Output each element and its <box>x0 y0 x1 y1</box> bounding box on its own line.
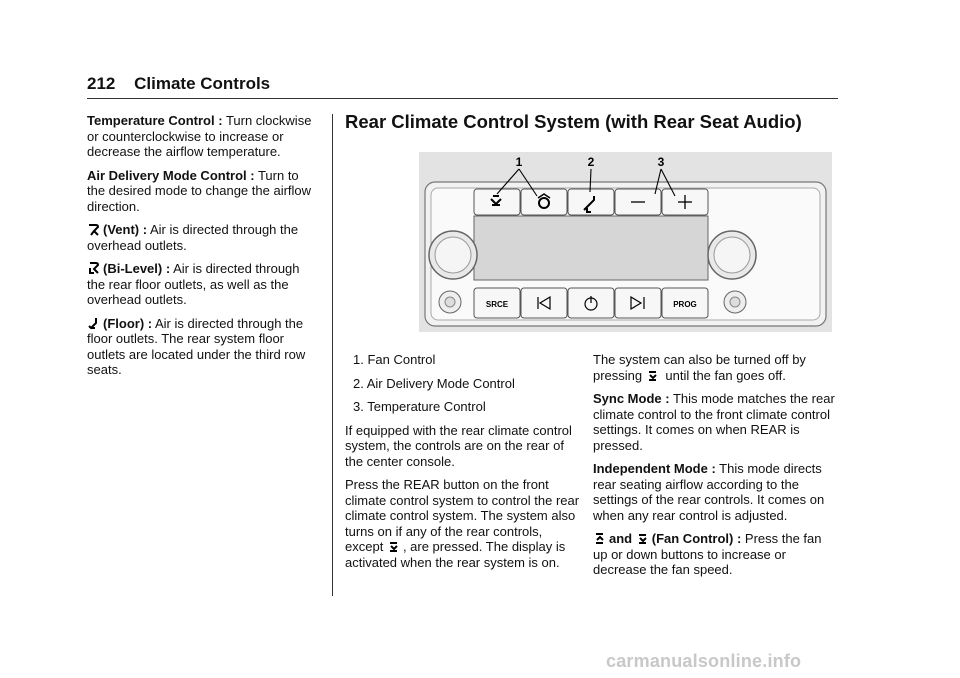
page-number: 212 <box>87 74 116 93</box>
list-item: 3. Temperature Control <box>353 399 486 414</box>
rear-button-text-b: , are pressed. The display is activated when the rear system is on. <box>345 539 566 570</box>
callout-2: 2 <box>587 155 595 169</box>
column-divider <box>332 114 333 596</box>
bilevel-text: Air is directed through the rear floor outlets, as well as the overhead outlets. <box>87 261 300 307</box>
middle-column <box>345 352 581 578</box>
fan-control-label: (Fan Control) : <box>651 531 742 546</box>
console-location-para: If equipped with the rear climate control system, the controls are on the rear of the center console. <box>345 422 572 469</box>
bilevel-para <box>87 261 315 308</box>
srce-button-label: SRCE <box>485 300 509 309</box>
sync-mode-text: This mode matches the rear climate control to the front climate control settings. It comes on when REAR is pressed. <box>593 391 835 453</box>
rear-button-para <box>345 477 581 570</box>
right-column <box>593 352 838 586</box>
temp-control-label: Temperature Control : <box>87 113 223 128</box>
fan-down-icon <box>636 532 649 545</box>
fan-and-word: and <box>609 531 633 546</box>
air-delivery-label: Air Delivery Mode Control : <box>87 167 255 183</box>
sync-mode-label: Sync Mode : <box>593 391 670 406</box>
independent-mode-para <box>593 461 838 523</box>
independent-mode-text: This mode directs rear seating airflow according to the settings of the rear controls. It comes on when any rear control is adjusted. <box>593 461 825 523</box>
temp-control-text: Turn clockwise or counterclockwise to increase or decrease the airflow temperature. <box>87 113 312 159</box>
fan-up-icon <box>593 532 606 545</box>
vent-mode-icon <box>87 223 100 236</box>
left-column <box>87 113 315 386</box>
bilevel-mode-icon <box>87 262 100 275</box>
turn-off-para <box>593 352 838 383</box>
section-title-header: Climate Controls <box>134 74 271 93</box>
fan-control-text: Press the fan up or down buttons to increase or decrease the fan speed. <box>593 531 822 577</box>
air-delivery-para <box>87 168 315 215</box>
list-item: 1. Fan Control <box>353 352 436 367</box>
floor-label: (Floor) : <box>103 315 153 331</box>
rear-climate-panel-figure <box>419 152 832 332</box>
fan-down-icon <box>387 540 400 553</box>
header-rule <box>87 98 838 99</box>
callout-1: 1 <box>515 155 523 169</box>
air-delivery-text: Turn to the desired mode to change the airflow direction. <box>87 167 312 214</box>
floor-para <box>87 316 315 378</box>
sync-mode-para <box>593 391 838 453</box>
bilevel-label: (Bi-Level) : <box>103 261 171 276</box>
vent-para <box>87 222 315 253</box>
floor-text: Air is directed through the floor outlets. The rear system floor outlets are located under the third row seats. <box>87 315 306 377</box>
vent-text: Air is directed through the overhead outlets. <box>87 222 299 253</box>
list-item: 2. Air Delivery Mode Control <box>353 375 515 391</box>
prog-button-label: PROG <box>673 300 697 309</box>
callout-3: 3 <box>657 155 665 169</box>
vent-label: (Vent) : <box>103 222 148 237</box>
turn-off-text-b: until the fan goes off. <box>661 367 786 383</box>
callout-list <box>345 352 581 415</box>
page-header <box>87 74 270 94</box>
fan-down-icon <box>646 369 659 382</box>
watermark: carmanualsonline.info <box>606 651 802 671</box>
floor-mode-icon <box>87 317 100 330</box>
section-heading: Rear Climate Control System (with Rear Seat Audio) <box>345 111 802 132</box>
turn-off-text-a: The system can also be turned off by pressing <box>593 352 806 383</box>
independent-mode-label: Independent Mode : <box>593 461 716 476</box>
fan-control-para <box>593 531 838 578</box>
temp-control-para <box>87 113 315 160</box>
rear-button-text-a: Press the REAR button on the front climate control system to control the rear climate control system. The system also turns on if any of the rear controls, except <box>345 477 580 554</box>
